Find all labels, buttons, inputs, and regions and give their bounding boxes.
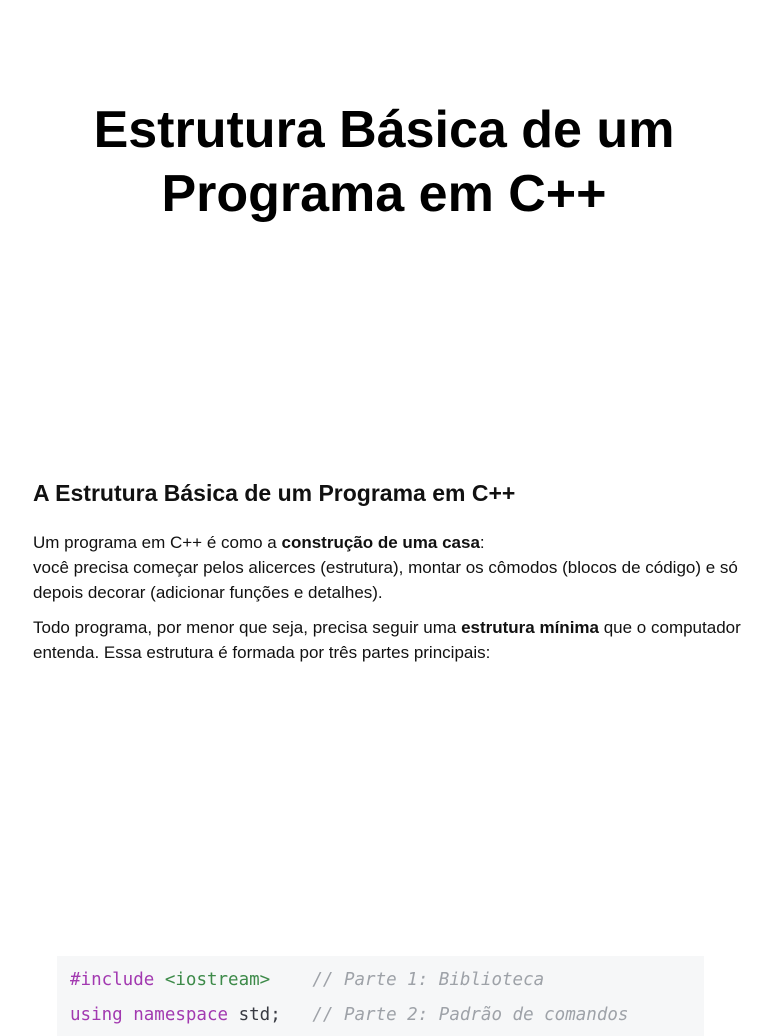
page-title-line-1: Estrutura Básica de um: [93, 101, 675, 159]
intro-section: [33, 478, 743, 675]
page-title-line-2: Programa em C++: [161, 165, 607, 223]
code-header-name: <iostream>: [164, 970, 271, 990]
structure-text-1: Todo programa, por menor que seja, precisa seguir uma: [33, 618, 462, 637]
structure-bold-text: estrutura mínima: [461, 618, 599, 637]
code-comment-2: // Parte 2: Padrão de comandos: [312, 1005, 629, 1025]
intro-bold-text: construção de uma casa: [281, 533, 480, 552]
structure-text-2: que o computador entenda. Essa estrutura é formada por três partes principais:: [33, 618, 741, 662]
intro-text-3: você precisa começar pelos alicerces (estrutura), montar os cômodos (blocos de código) e só depois decorar (adicionar funções e detalhes).: [33, 558, 738, 602]
code-block: [57, 956, 704, 1036]
code-keyword: using namespace: [70, 1005, 229, 1025]
code-comment-1: // Parte 1: Biblioteca: [312, 970, 545, 990]
code-line-using: [70, 1003, 628, 1027]
code-line-include: [70, 968, 544, 992]
section-heading: A Estrutura Básica de um Programa em C++: [33, 480, 516, 506]
code-directive: #include: [70, 970, 155, 990]
page-title: [0, 98, 768, 226]
structure-paragraph: [33, 615, 743, 665]
intro-text-2: :: [479, 533, 485, 552]
intro-paragraph: [33, 530, 743, 605]
code-namespace: std;: [238, 1005, 281, 1025]
intro-text-1: Um programa em C++ é como a: [33, 533, 282, 552]
